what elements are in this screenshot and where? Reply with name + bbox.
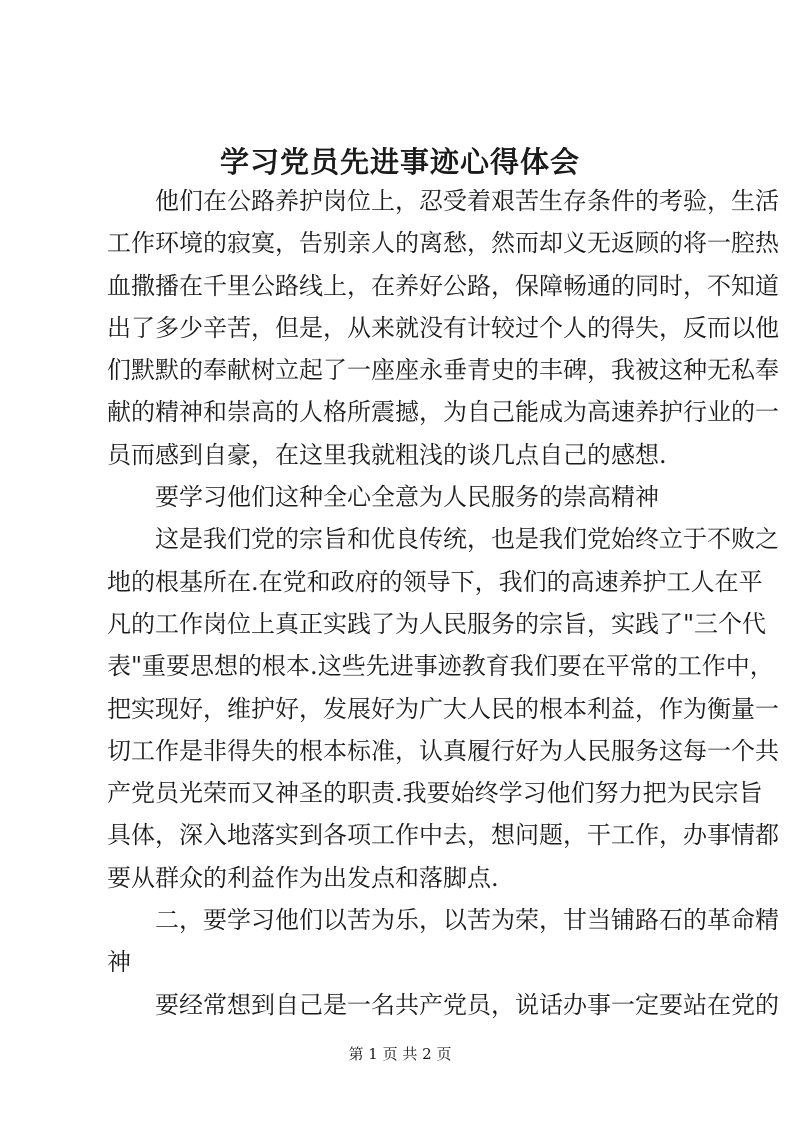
text-line: 表 " 重 要 思 想 的 根 本 . 这 些 先 进 事 迹 教 育 我 们 要 在 平 常 的 工 作 中 ， bbox=[107, 652, 774, 681]
text-line: 出 了 多 少 辛 苦 ， 但 是 ， 从 来 就 没 有 计 较 过 个 人 的 得 失 ， 反 而 以 他 bbox=[107, 313, 779, 342]
document-title: 学习党员先进事迹心得体会 bbox=[219, 145, 580, 179]
text-line: 献 的 精 神 和 崇 高 的 人 格 所 震 撼 ， 为 自 己 能 成 为 高 速 养 护 行 业 的 一 bbox=[107, 398, 779, 427]
text-line: 切 工 作 是 非 得 失 的 根 本 标 准 ， 认 真 履 行 好 为 人 民 服 务 这 每 一 个 共 bbox=[107, 736, 779, 765]
text-line: 地 的 根 基 所 在 . 在 党 和 政 府 的 领 导 下 ， 我 们 的 高 速 养 护 工 人 在 平 bbox=[107, 567, 763, 596]
text-line: 要从群众的利益作为出发点和落脚点. bbox=[107, 863, 499, 892]
text-line: 神 bbox=[107, 948, 131, 977]
document-body bbox=[107, 180, 779, 1026]
text-line: 这 是 我 们 党 的 宗 旨 和 优 良 传 统 ， 也 是 我 们 党 始 终 立 于 不 败 之 bbox=[155, 525, 779, 554]
text-line: 产 党 员 光 荣 而 又 神 圣 的 职 责 . 我 要 始 终 学 习 他 们 努 力 把 为 民 宗 旨 bbox=[107, 779, 763, 808]
text-line: 他 们 在 公 路 养 护 岗 位 上 ， 忍 受 着 艰 苦 生 存 条 件 的 考 验 ， 生 活 bbox=[155, 187, 779, 215]
text-line: 要 经 常 想 到 自 己 是 一 名 共 产 党 员 ， 说 话 办 事 一 定 要 站 在 党 的 bbox=[155, 990, 779, 1019]
text-line: 要学习他们这种全心全意为人民服务的崇高精神 bbox=[155, 483, 659, 512]
text-line: 二 ， 要 学 习 他 们 以 苦 为 乐 ， 以 苦 为 荣 ， 甘 当 铺 路 石 的 革 命 精 bbox=[155, 906, 779, 935]
text-line: 具 体 ， 深 入 地 落 实 到 各 项 工 作 中 去 ， 想 问 题 ， 干 工 作 ， 办 事 情 都 bbox=[107, 821, 779, 850]
text-line: 凡 的 工 作 岗 位 上 真 正 实 践 了 为 人 民 服 务 的 宗 旨 ， 实 践 了 " 三 个 代 bbox=[107, 609, 767, 638]
text-line: 员而感到自豪，在这里我就粗浅的谈几点自己的感想. bbox=[107, 440, 667, 469]
text-line: 们 默 默 的 奉 献 树 立 起 了 一 座 座 永 垂 青 史 的 丰 碑 ， 我 被 这 种 无 私 奉 bbox=[107, 356, 779, 385]
text-line: 工 作 环 境 的 寂 寞 ， 告 别 亲 人 的 离 愁 ， 然 而 却 义 无 返 顾 的 将 一 腔 热 bbox=[107, 229, 779, 258]
text-line: 把 实 现 好 ， 维 护 好 ， 发 展 好 为 广 大 人 民 的 根 本 利 益 ， 作 为 衡 量 一 bbox=[107, 694, 779, 723]
page-footer: 第 1 页 共 2 页 bbox=[348, 1045, 452, 1063]
text-line: 血 撒 播 在 千 里 公 路 线 上 ， 在 养 好 公 路 ， 保 障 畅 通 的 同 时 ， 不 知 道 bbox=[107, 271, 779, 300]
